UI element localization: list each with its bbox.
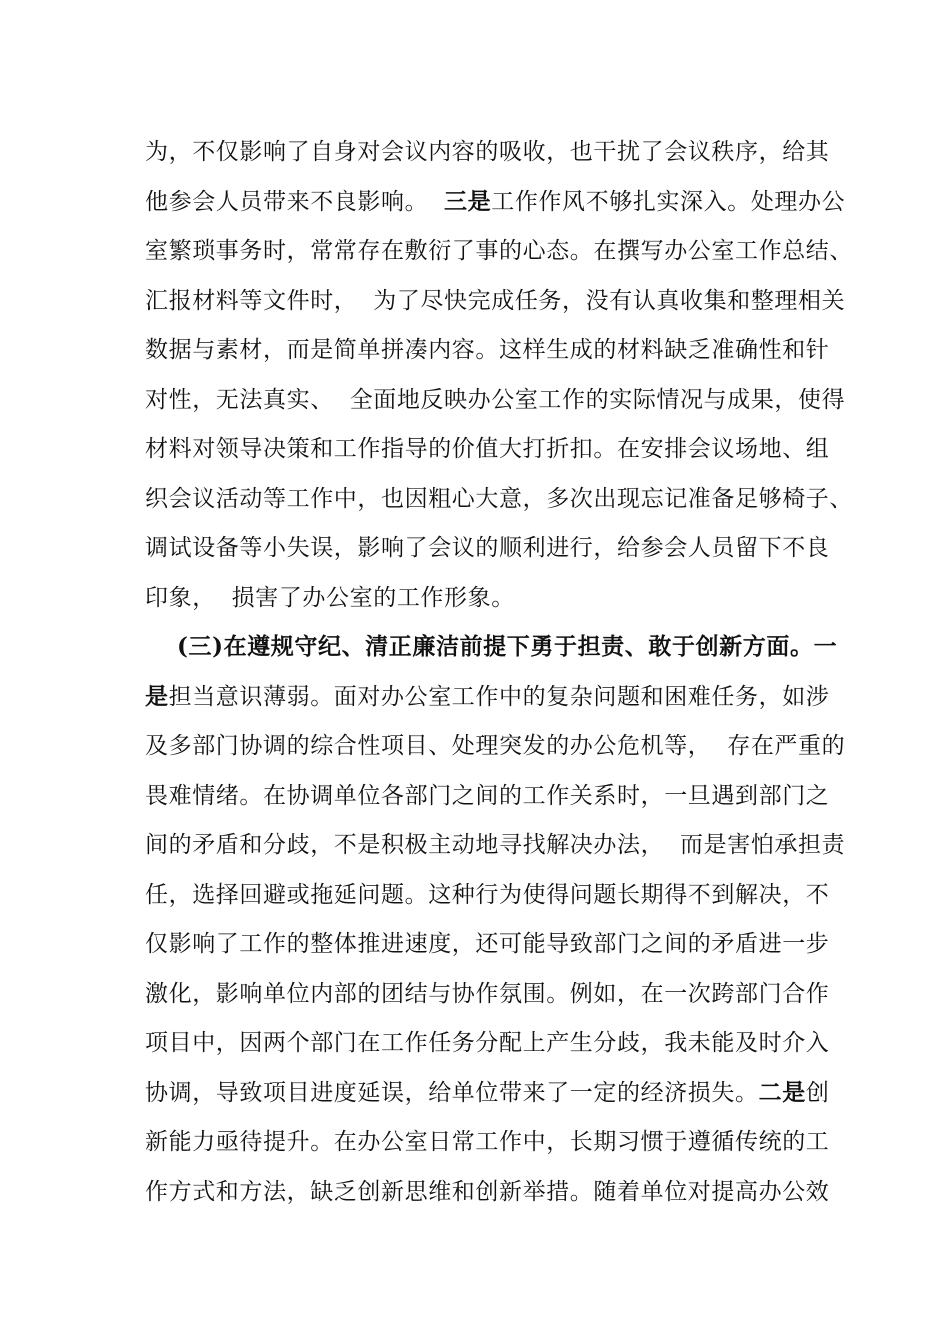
text-line: 新能力亟待提升。在办公室日常工作中，长期习惯于遵循传统的工: [145, 1129, 830, 1155]
text-line: 为，不仅影响了自身对会议内容的吸收，也干扰了会议秩序，给其: [145, 139, 830, 165]
bold-marker: 二是: [758, 1079, 806, 1106]
text-line: 及多部门协调的综合性项目、处理突发的办公危机等， 存在严重的: [145, 733, 846, 759]
text-line: 材料对领导决策和工作指导的价值大打折扣。在安排会议场地、组: [145, 436, 830, 462]
text-line: 室繁琐事务时，常常存在敷衍了事的心态。在撰写办公室工作总结、: [145, 238, 853, 264]
text-line: 激化，影响单位内部的团结与协作氛围。例如，在一次跨部门合作: [145, 981, 830, 1007]
text-line: 调试设备等小失误，影响了会议的顺利进行，给参会人员留下不良: [145, 535, 830, 561]
text-line: 织会议活动等工作中，也因粗心大意，多次出现忘记准备足够椅子、: [145, 486, 853, 512]
section-heading: (三)在遵规守纪、清正廉洁前提下勇于担责、敢于创新方面。一: [177, 633, 838, 660]
bold-marker: 三是: [444, 188, 492, 215]
text-line: 畏难情绪。在协调单位各部门之间的工作关系时，一旦遇到部门之: [145, 783, 830, 809]
text-line: 汇报材料等文件时， 为了尽快完成任务，没有认真收集和整理相关: [145, 288, 846, 314]
bold-marker: 是: [145, 683, 169, 710]
text-line: 数据与素材，而是简单拼凑内容。这样生成的材料缺乏准确性和针: [145, 337, 830, 363]
text-line: 仅影响了工作的整体推进速度，还可能导致部门之间的矛盾进一步: [145, 931, 830, 957]
text-line: 间的矛盾和分歧，不是积极主动地寻找解决办法， 而是害怕承担责: [145, 832, 846, 858]
text-line: 对性，无法真实、 全面地反映办公室工作的实际情况与成果，使得: [145, 387, 846, 413]
text-line: 他参会人员带来不良影响。 三是工作作风不够扎实深入。处理办公: [145, 188, 846, 215]
text-line: 是担当意识薄弱。面对办公室工作中的复杂问题和困难任务，如涉: [145, 683, 830, 710]
text-line: 协调，导致项目进度延误，给单位带来了一定的经济损失。二是创: [145, 1079, 830, 1106]
text-line: 项目中，因两个部门在工作任务分配上产生分歧，我未能及时介入: [145, 1030, 830, 1056]
text-line: 作方式和方法，缺乏创新思维和创新举措。随着单位对提高办公效: [145, 1179, 830, 1205]
text-line: 任，选择回避或拖延问题。这种行为使得问题长期得不到解决，不: [145, 882, 830, 908]
text-line: 印象， 损害了办公室的工作形象。: [145, 585, 515, 611]
